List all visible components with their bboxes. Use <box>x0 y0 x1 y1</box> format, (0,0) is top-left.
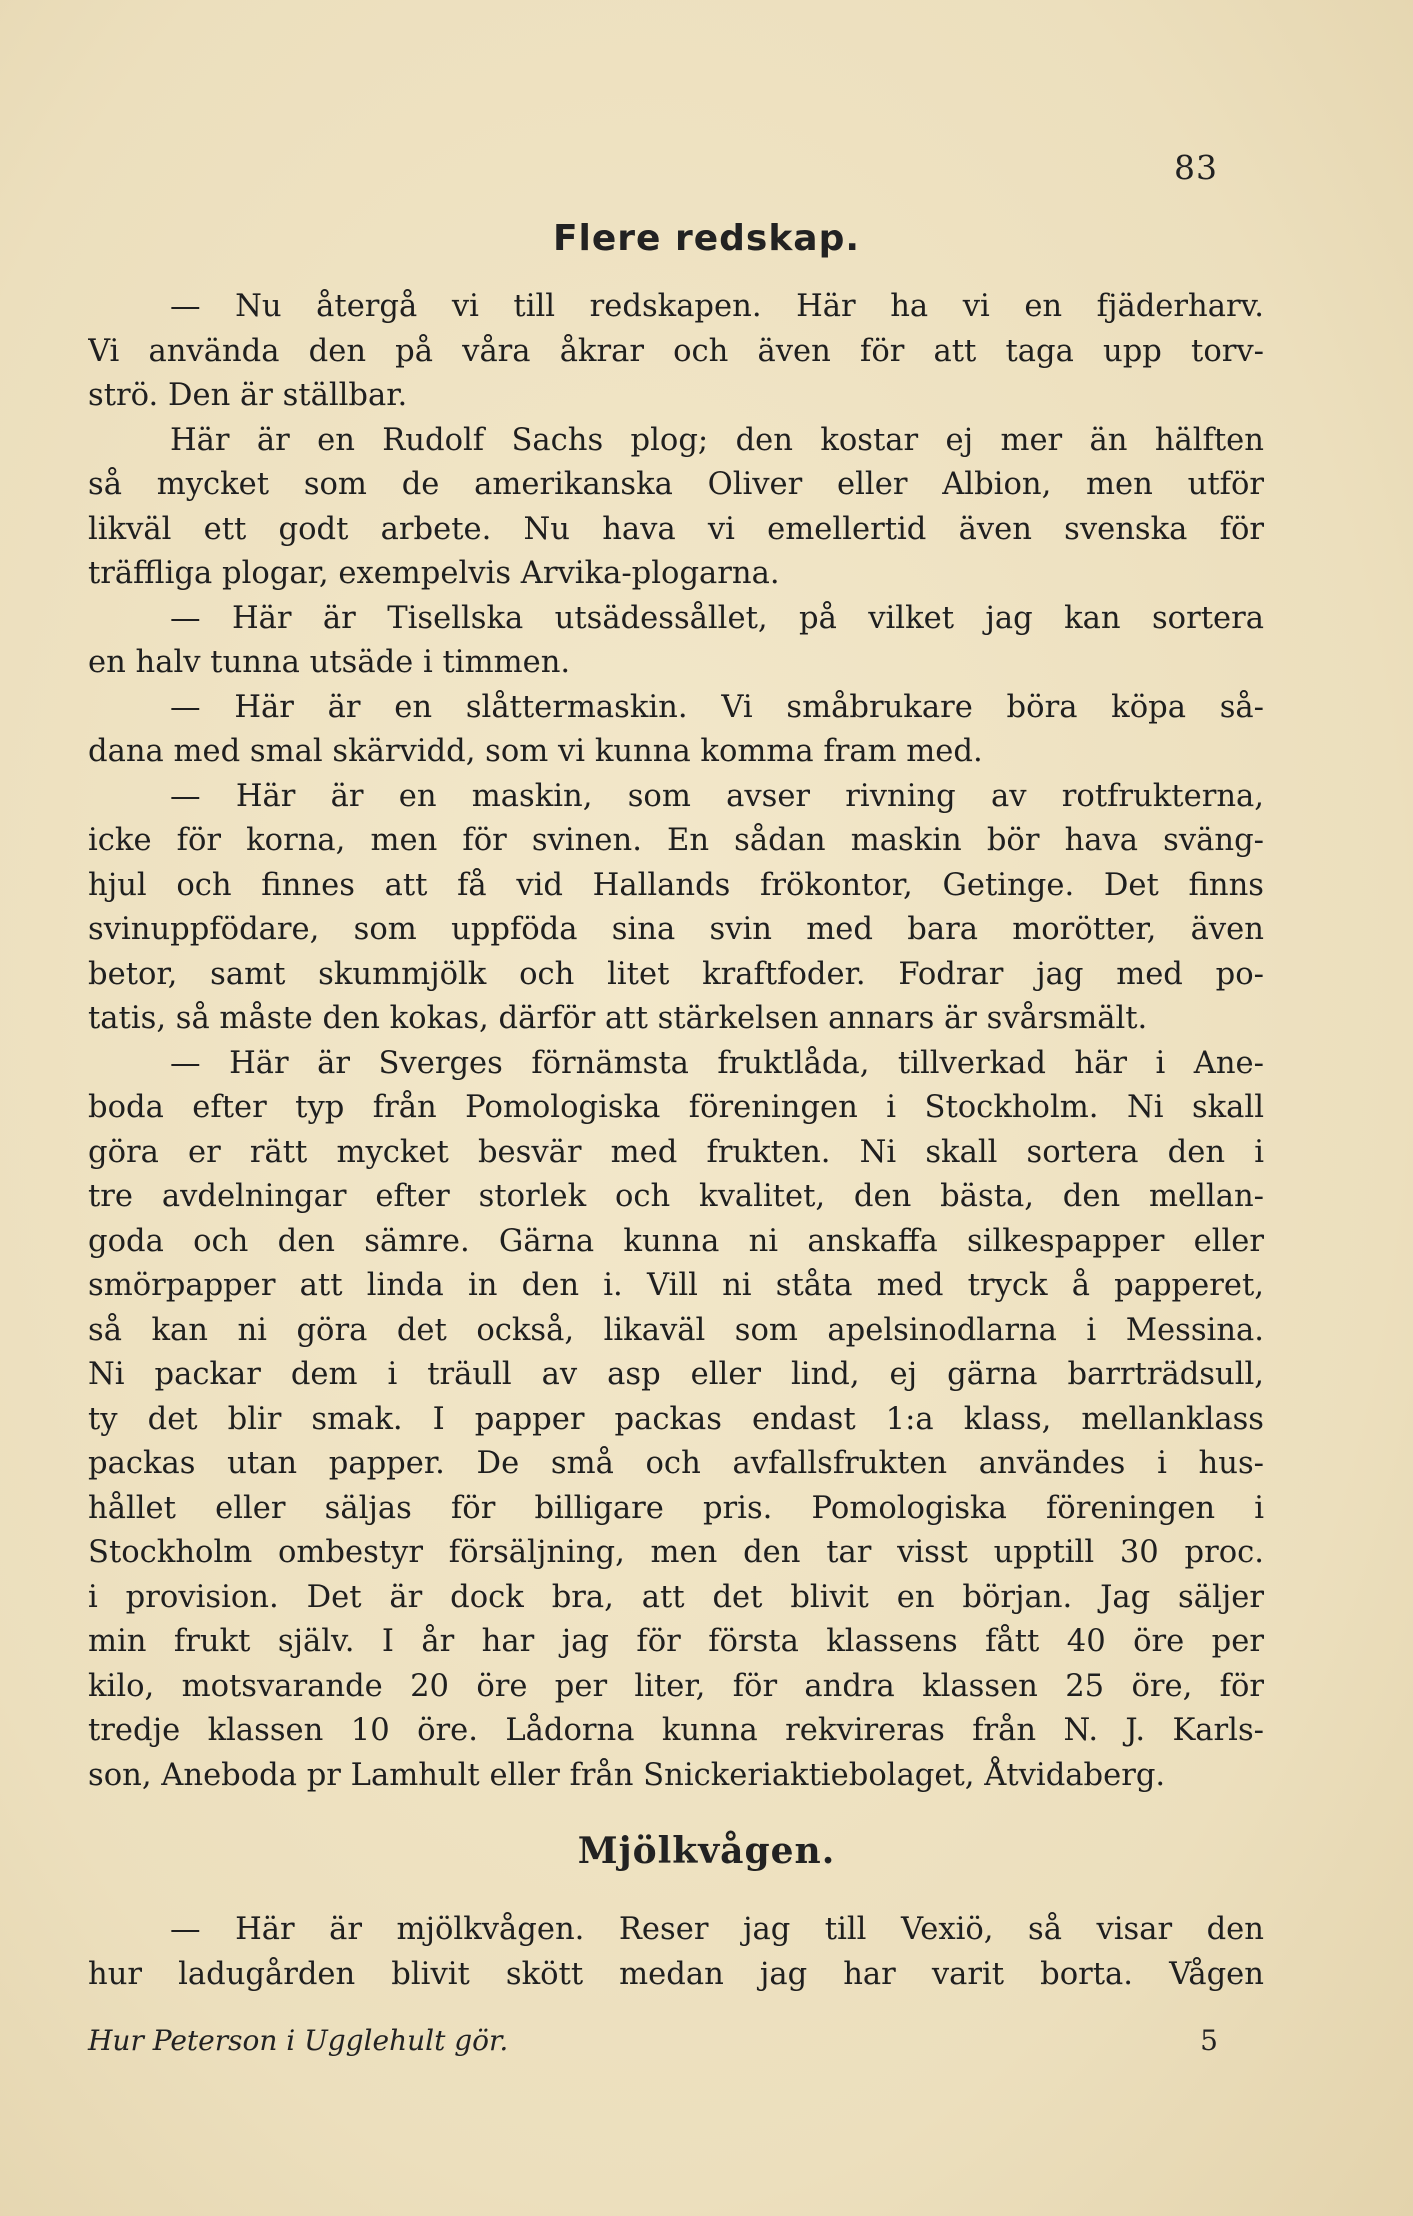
text-line: Stockholm ombestyr försäljning, men den tar visst upptill 30 proc. <box>88 1535 1264 1570</box>
text-line: — Här är en slåttermaskin. Vi småbrukare böra köpa så- <box>170 689 1264 725</box>
section-body-mjolkvagen <box>88 1908 1264 1997</box>
text-line: betor, samt skummjölk och litet kraftfoder. Fodrar jag med po- <box>88 956 1264 992</box>
text-line: — Nu återgå vi till redskapen. Här ha vi en fjäderharv. <box>170 289 1264 324</box>
text-line: dana med smal skärvidd, som vi kunna komma fram med. <box>88 734 983 769</box>
text-line: tre avdelningar efter storlek och kvalitet, den bästa, den mellan- <box>88 1179 1264 1214</box>
section-body-redskap <box>88 285 1264 1798</box>
text-line: träffliga plogar, exempelvis Arvika-plogarna. <box>88 556 780 591</box>
text-line: icke för korna, men för svinen. En sådan maskin bör hava sväng- <box>88 823 1264 858</box>
footer-signature-mark: 5 <box>1200 2024 1218 2057</box>
text-line: Vi använda den på våra åkrar och även för att taga upp torv- <box>88 333 1264 369</box>
text-line: likväl ett godt arbete. Nu hava vi emellertid även svenska för <box>88 511 1264 547</box>
text-line: svinuppfödare, som uppföda sina svin med bara morötter, även <box>88 912 1264 947</box>
text-line: hur ladugården blivit skött medan jag har varit borta. Vågen <box>88 1956 1264 1992</box>
text-line: kilo, motsvarande 20 öre per liter, för andra klassen 25 öre, för <box>88 1668 1264 1704</box>
text-line: min frukt själv. I år har jag för första klassens fått 40 öre per <box>88 1624 1264 1659</box>
text-line: boda efter typ från Pomologiska föreningen i Stockholm. Ni skall <box>88 1090 1264 1125</box>
text-line: en halv tunna utsäde i timmen. <box>88 645 571 680</box>
text-line: goda och den sämre. Gärna kunna ni anskaffa silkespapper eller <box>88 1223 1264 1259</box>
text-line: hjul och finnes att få vid Hallands frökontor, Getinge. Det finns <box>88 867 1264 903</box>
text-line: så kan ni göra det också, likaväl som apelsinodlarna i Messina. <box>88 1312 1264 1348</box>
text-line: son, Aneboda pr Lamhult eller från Snickeriaktiebolaget, Åtvidaberg. <box>88 1757 1166 1793</box>
text-line: tredje klassen 10 öre. Lådorna kunna rekvireras från N. J. Karls- <box>88 1713 1264 1748</box>
text-line: göra er rätt mycket besvär med frukten. Ni skall sortera den i <box>88 1134 1264 1170</box>
text-line: tatis, så måste den kokas, därför att stärkelsen annars är svårsmält. <box>88 1001 1148 1036</box>
text-line: hållet eller säljas för billigare pris. Pomologiska föreningen i <box>88 1490 1264 1526</box>
text-line: packas utan papper. De små och avfallsfrukten användes i hus- <box>88 1446 1264 1481</box>
text-line: smörpapper att linda in den i. Vill ni ståta med tryck å papperet, <box>88 1268 1264 1303</box>
page-footer <box>88 2024 1218 2057</box>
text-line: strö. Den är ställbar. <box>88 378 408 413</box>
text-line: i provision. Det är dock bra, att det blivit en början. Jag säljer <box>88 1579 1264 1615</box>
text-line: så mycket som de amerikanska Oliver eller Albion, men utför <box>88 467 1264 502</box>
text-line: ty det blir smak. I papper packas endast 1:a klass, mellanklass <box>88 1401 1264 1437</box>
section-title-mjolkvagen: Mjölkvågen. <box>577 1830 836 1872</box>
text-line: Här är en Rudolf Sachs plog; den kostar ej mer än hälften <box>170 422 1264 458</box>
text-line: — Här är en maskin, som avser rivning av rotfrukterna, <box>170 778 1264 814</box>
footer-book-title: Hur Peterson i Ugglehult gör. <box>88 2024 509 2057</box>
text-line: Ni packar dem i träull av asp eller lind, ej gärna barrträdsull, <box>88 1357 1264 1392</box>
page-number: 83 <box>1174 148 1218 187</box>
section-title-flere-redskap: Flere redskap. <box>552 218 861 259</box>
text-line: — Här är mjölkvågen. Reser jag till Vexiö, så visar den <box>170 1912 1264 1947</box>
text-line: — Här är Tisellska utsädessållet, på vilket jag kan sortera <box>170 600 1264 636</box>
text-line: — Här är Sverges förnämsta fruktlåda, tillverkad här i Ane- <box>170 1045 1264 1081</box>
